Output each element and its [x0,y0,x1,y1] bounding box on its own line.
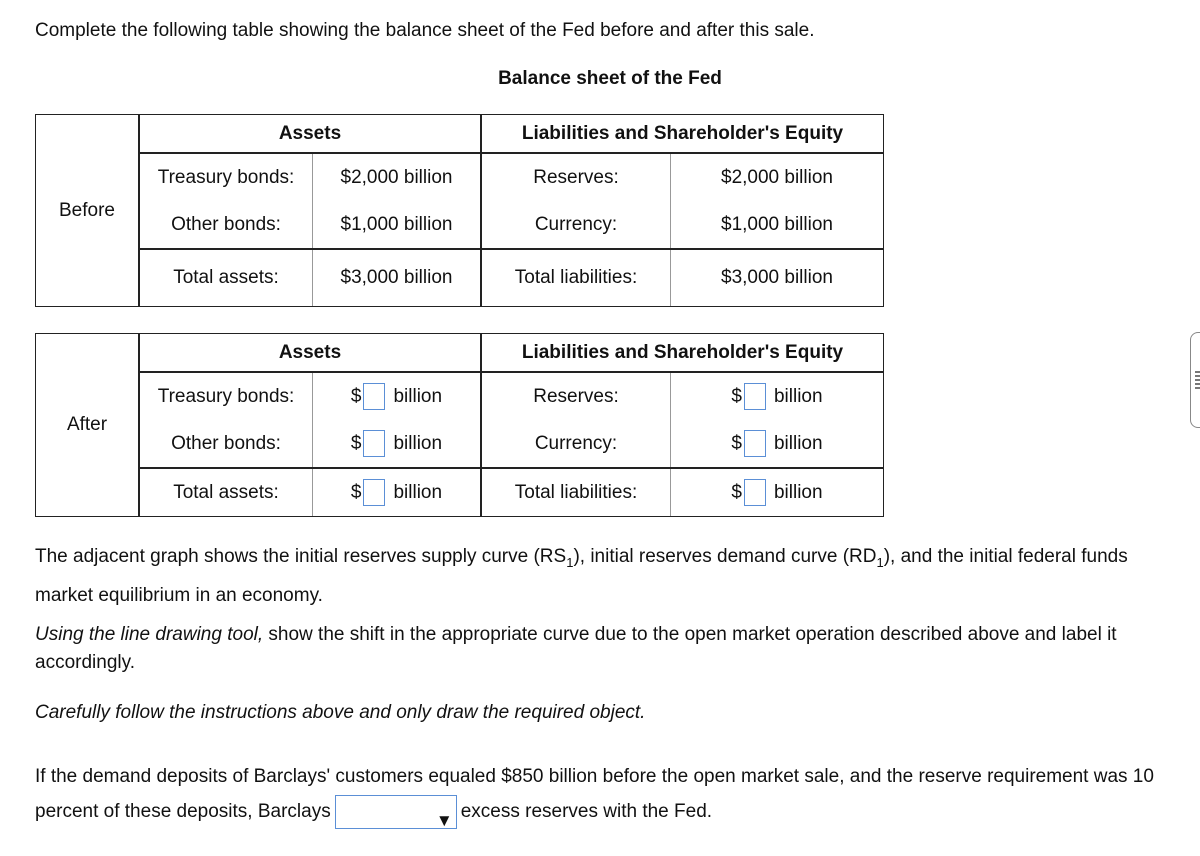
before-assets-section [139,115,481,307]
currency-symbol: $ [731,432,742,454]
after-assets-section [139,334,481,517]
unit-label: billion [393,481,443,503]
after-other-bonds-input[interactable] [363,430,385,457]
after-other-bonds-label: Other bonds: [140,420,313,467]
grip-icon [1195,371,1200,389]
unit-label: billion [393,432,443,454]
before-treasury-bonds-label: Treasury bonds: [140,154,313,201]
before-total-liabilities-label: Total liabilities: [482,250,671,306]
excess-reserves-dropdown[interactable] [335,795,457,829]
after-total-liabilities-label: Total liabilities: [482,469,671,516]
before-balance-sheet [35,114,884,307]
panel-resize-handle[interactable] [1190,332,1200,428]
before-reserves-value: $2,000 billion [721,166,833,188]
after-row-label: After [36,334,140,517]
before-currency-label: Currency: [482,201,671,248]
before-total-liabilities-value: $3,000 billion [721,267,833,288]
currency-symbol: $ [350,432,362,454]
after-reserves-input[interactable] [744,383,766,410]
after-total-assets-input[interactable] [363,479,385,506]
after-treasury-bonds-label: Treasury bonds: [140,373,313,420]
drawing-instruction: Using the line drawing tool, show the shift in the appropriate curve due to the open market operation described above and label it accordingly. [35,624,1117,673]
dropdown-arrow-icon: ▼ [435,810,453,830]
after-currency-label: Currency: [482,420,671,467]
unit-label: billion [773,385,823,407]
graph-description: The adjacent graph shows the initial reserves supply curve $(RS_1)$, initial reserves demand curve $(RD_1)$, and the initial federal funds market equilibrium in an economy. [35,546,1128,606]
before-total-assets-label: Total assets: [140,250,313,306]
balance-sheet-title: Balance sheet of the Fed [498,68,722,89]
unit-label: billion [773,432,823,454]
before-liabilities-section [481,115,884,307]
drawing-tool-emphasis: Using the line drawing tool, [35,624,264,645]
unit-label: billion [393,385,443,407]
after-reserves-label: Reserves: [482,373,671,420]
careful-note: Carefully follow the instructions above and only draw the required object. [35,702,646,723]
after-assets-header: Assets [140,334,480,373]
before-liabilities-header: Liabilities and Shareholder's Equity [482,115,883,154]
currency-symbol: $ [350,481,362,503]
before-currency-value: $1,000 billion [721,213,833,235]
currency-symbol: $ [731,481,742,503]
before-other-bonds-label: Other bonds: [140,201,313,248]
currency-symbol: $ [350,385,362,407]
before-reserves-label: Reserves: [482,154,671,201]
before-treasury-bonds-value: $2,000 billion [340,166,453,188]
before-row-label: Before [36,115,140,307]
after-total-assets-label: Total assets: [140,469,313,516]
after-liabilities-section [481,334,884,517]
before-other-bonds-value: $1,000 billion [340,213,453,235]
after-total-liabilities-input[interactable] [744,479,766,506]
before-assets-header: Assets [140,115,480,154]
after-currency-input[interactable] [744,430,766,457]
after-treasury-bonds-input[interactable] [363,383,385,410]
after-liabilities-header: Liabilities and Shareholder's Equity [482,334,883,373]
after-balance-sheet [35,333,884,517]
currency-symbol: $ [731,385,742,407]
unit-label: billion [773,481,823,503]
instruction-text: Complete the following table showing the balance sheet of the Fed before and after this sale. [35,20,815,41]
barclays-question: If the demand deposits of Barclays' customers equaled $850 billion before the open market sale, and the reserve requirement was 10 percent of these deposits, Barclays ▼ excess reserves with the Fed. [35,759,1185,829]
before-total-assets-value: $3,000 billion [340,267,453,288]
